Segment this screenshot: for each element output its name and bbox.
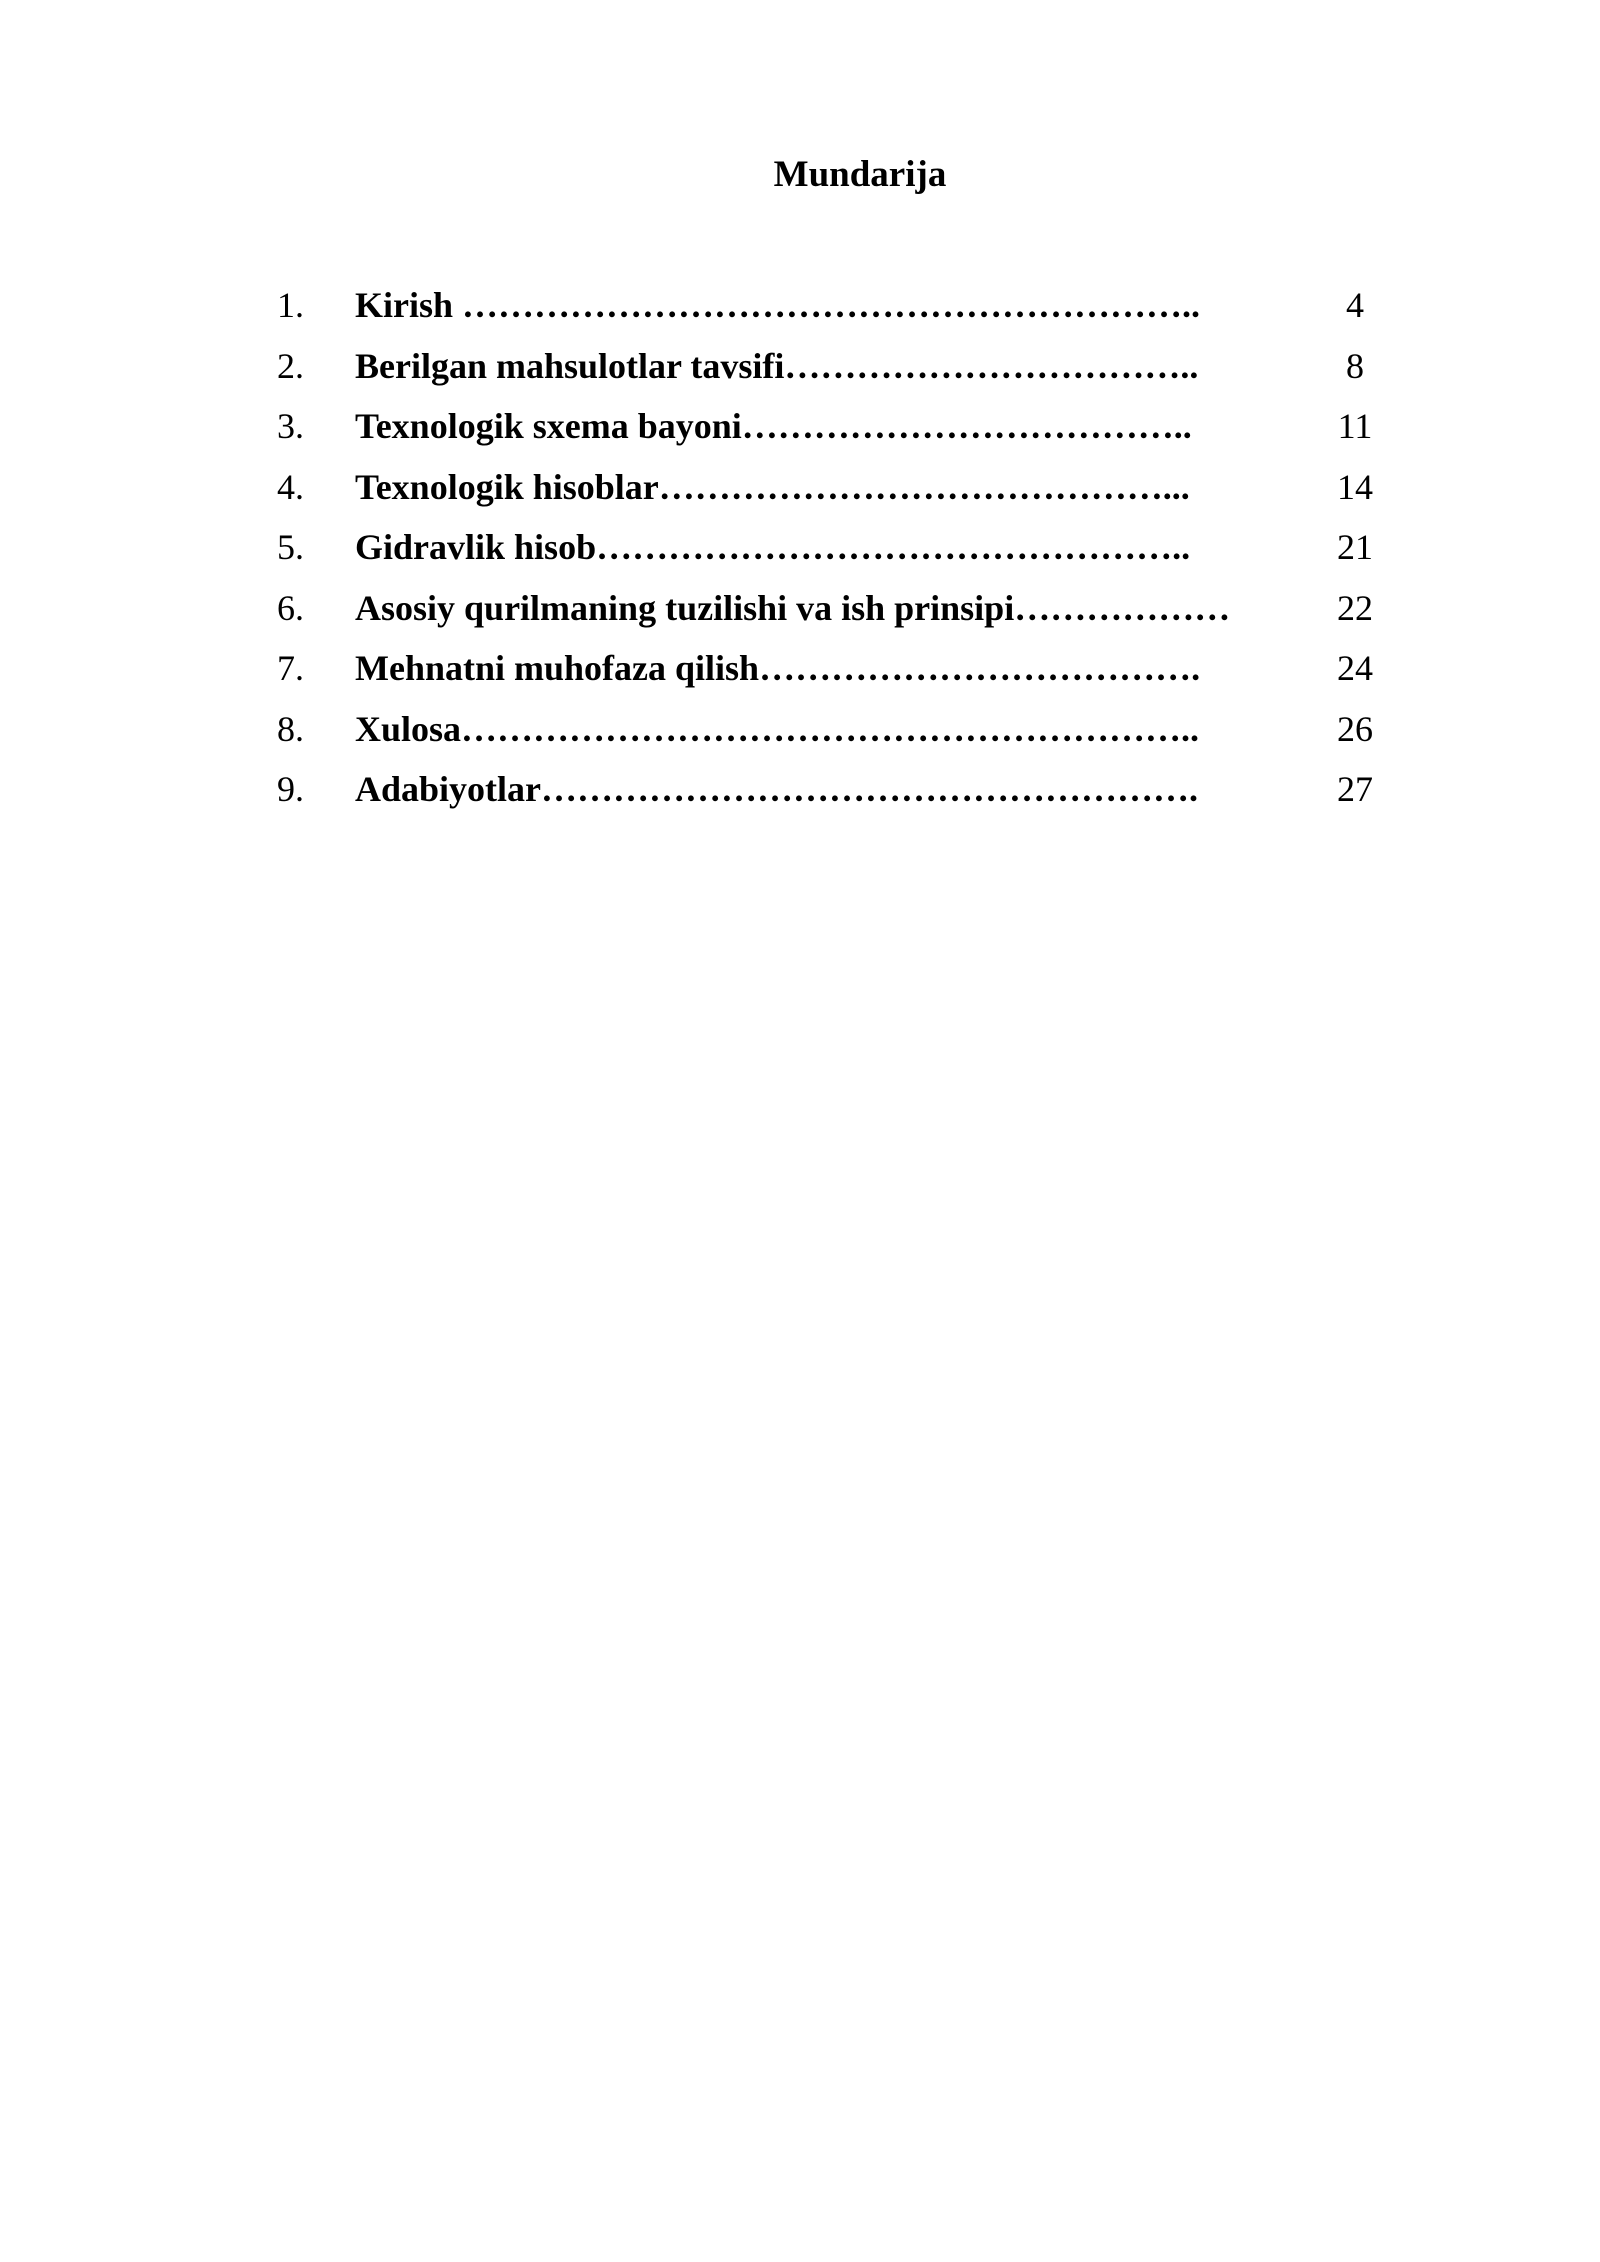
toc-entry-title: Asosiy qurilmaning tuzilishi va ish prinsipi……………… [355,587,1231,628]
toc-entry-number: 1. [277,285,304,325]
toc-entry [0,344,1600,405]
toc-entry-number: 7. [277,648,304,688]
toc-entry-number: 5. [277,527,304,567]
toc-entry-number: 9. [277,769,304,809]
toc-entry [0,404,1600,465]
toc-entry-page: 27 [1337,769,1373,809]
toc-entry [0,767,1600,828]
toc-entry [0,646,1600,707]
toc-entry [0,465,1600,526]
toc-entry-page: 4 [1346,285,1364,325]
toc-entry-page: 8 [1346,345,1364,386]
toc-entry-page: 24 [1337,648,1373,688]
toc-entry [0,707,1600,768]
toc-entry-title: Xulosa…………………………………………………….. [355,708,1200,749]
toc-entry-number: 6. [277,587,304,628]
toc-entry-title: Gidravlik hisob………………………………………….. [355,527,1191,567]
toc-entry-number: 4. [277,466,304,507]
toc-entry-number: 3. [277,406,304,446]
toc-entry-title: Berilgan mahsulotlar tavsifi…………………………….. [355,345,1199,386]
toc-entry-page: 14 [1337,466,1373,507]
toc-entry-title: Texnologik sxema bayoni……………………………….. [355,406,1192,446]
toc-list [0,283,1600,828]
toc-entry-page: 21 [1337,527,1373,567]
toc-entry-number: 2. [277,345,304,386]
toc-entry-title: Mehnatni muhofaza qilish………………………………. [355,648,1201,688]
toc-entry [0,525,1600,586]
toc-entry-title: Kirish …………………………………………………….. [355,285,1201,325]
toc-title: Mundarija [773,154,947,195]
toc-entry-title: Adabiyotlar………………………………………………. [355,769,1199,809]
toc-entry-page: 11 [1337,406,1373,446]
toc-entry [0,283,1600,344]
toc-entry-page: 22 [1337,587,1373,628]
toc-entry-number: 8. [277,708,304,749]
toc-entry-title: Texnologik hisoblar……………………………………... [355,466,1190,507]
toc-entry [0,586,1600,647]
toc-entry-page: 26 [1337,708,1373,749]
